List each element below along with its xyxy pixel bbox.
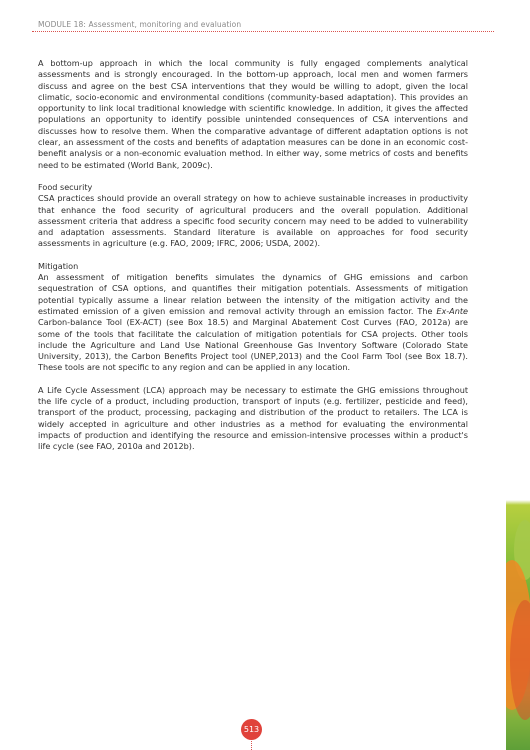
mitigation-text-part2: Carbon-balance Tool (EX-ACT) (see Box 18.5) and Marginal Abatement Cost Curves (FAO, 2012a) are some of the tools that facilitate the calculation of mitigation potentials for CSA projects. Other tools include the Agriculture and Land Use National Greenhouse Gas Inventory Software (Colorado State University, 2013), the Carbon Benefits Project tool (UNEP,2013) and the Cool Farm Tool (see Box 18.7). These tools are not specific to any region and can be applied in any location. xyxy=(38,317,468,373)
page-number-badge: 513 xyxy=(241,719,262,740)
decorative-side-strip xyxy=(506,0,530,750)
running-header: MODULE 18: Assessment, monitoring and evaluation xyxy=(38,20,242,29)
body-text xyxy=(38,58,468,464)
header-divider xyxy=(32,31,494,32)
paragraph-food-security: CSA practices should provide an overall strategy on how to achieve sustainable increases in productivity that enhance the food security of agricultural producers and the overall population. Additional assessment criteria that address a specific food security concern may need to be added to vulnerability and adaptation assessments. Standard literature is available on approaches for food security assessments in agriculture (e.g. FAO, 2009; IFRC, 2006; USDA, 2002). xyxy=(38,193,468,249)
heading-mitigation: Mitigation xyxy=(38,260,79,271)
paragraph-lca: A Life Cycle Assessment (LCA) approach may be necessary to estimate the GHG emissions throughout the life cycle of a product, including production, transport of inputs (e.g. fertilizer, pesticide and feed), transport of the product, processing, packaging and distribution of the product to retailers. The LCA is widely accepted in agriculture and other industries as a method for evaluating the environmental impacts of production and identifying the resource and emission-intensive processes within a product's life cycle (see FAO, 2010a and 2012b). xyxy=(38,384,468,452)
mitigation-text-part1: An assessment of mitigation benefits simulates the dynamics of GHG emissions and carbon sequestration of CSA options, and quantifies their mitigation potentials. Assessments of mitigation potential typically assume a linear relation between the intensity of the mitigation activity and the estimated emission of a given emission and removal activity through an emission factor. The xyxy=(38,272,468,316)
ex-ante-italic: Ex-Ante xyxy=(436,305,468,316)
heading-food-security: Food security xyxy=(38,181,93,192)
paragraph-mitigation xyxy=(38,272,468,374)
paragraph-bottom-up: A bottom-up approach in which the local community is fully engaged complements analytical assessments and is strongly encouraged. In the bottom-up approach, local men and women farmers discuss and agree on the best CSA interventions that they would be willing to adopt, given the local climatic, socio-economic and environmental conditions (community-based adaptation). This provides an opportunity to link local traditional knowledge with scientific knowledge. In addition, it gives the affected populations an opportunity to identify possible unintended consequences of CSA interventions and discusses how to resolve them. When the comparative advantage of different adaptation options is not clear, an assessment of the costs and benefits of adaptation measures can be done in an economic cost-benefit analysis or a non-economic evaluation method. In either way, some metrics of costs and benefits need to be estimated (World Bank, 2009c). xyxy=(38,58,468,170)
page-number-dotted-line xyxy=(251,741,252,750)
